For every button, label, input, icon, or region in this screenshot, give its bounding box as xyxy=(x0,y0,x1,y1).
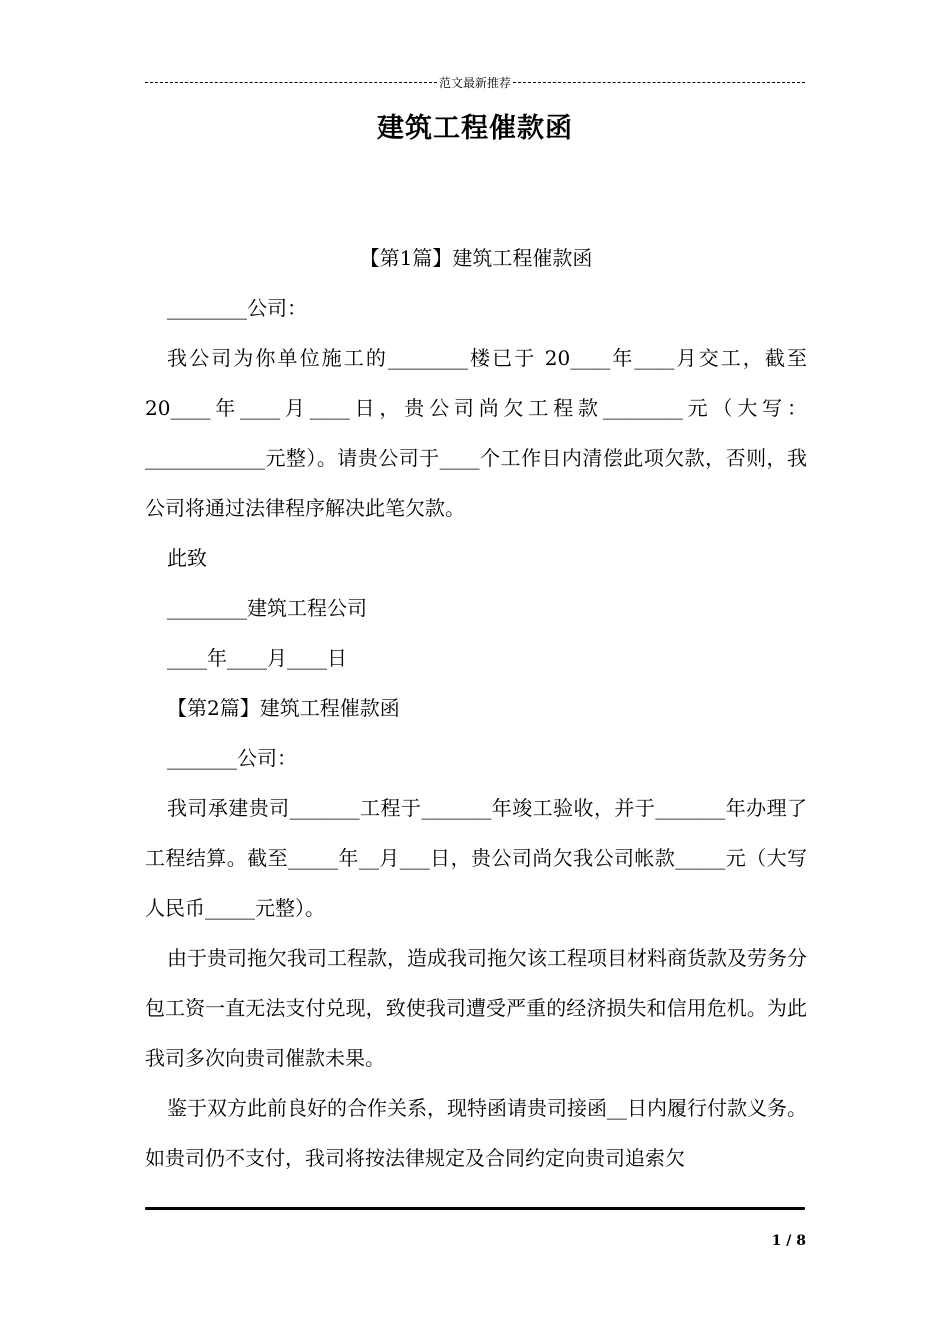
signature-1: ________建筑工程公司 xyxy=(167,596,367,620)
paragraph-3: 由于贵司拖欠我司工程款，造成我司拖欠该工程项目材料商货款及劳务分包工资一直无法支付兑现，致使我司遭受严重的经济损失和信用危机。为此我司多次向贵司催款未果。 xyxy=(145,946,807,1070)
footer-rule xyxy=(145,1207,805,1209)
paragraph-4: 鉴于双方此前良好的合作关系，现特函请贵司接函__日内履行付款义务。如贵司仍不支付，我司将按法律规定及合同约定向贵司追索欠 xyxy=(145,1096,807,1170)
section-heading-1: 【第1篇】建筑工程催款函 xyxy=(359,246,593,270)
header-dash-right xyxy=(513,82,805,83)
section-heading-2: 【第2篇】建筑工程催款函 xyxy=(167,696,400,720)
page-header xyxy=(145,72,805,92)
date-line-1: ____年____月____日 xyxy=(167,646,347,670)
document-body xyxy=(145,233,807,1183)
salutation-1: ________公司： xyxy=(167,296,307,320)
salutation-2: _______公司： xyxy=(167,746,297,770)
paragraph-2: 我司承建贵司_______工程于_______年竣工验收，并于_______年办理了工程结算。截至_____年__月___日，贵公司尚欠我公司帐款_____元（大写人民币_____元整）。 xyxy=(145,796,807,920)
closing-1: 此致 xyxy=(167,546,207,570)
document-title: 建筑工程催款函 xyxy=(377,113,573,144)
page-number: 1 / 8 xyxy=(771,1233,806,1249)
paragraph-1: 我公司为你单位施工的________楼已于 20____年____月交工，截至 20____年____月____日，贵公司尚欠工程款________元（大写：____________元整）。请贵公司于____个工作日内清偿此项欠款，否则，我公司将通过法律程序解决此笔欠款。 xyxy=(145,346,807,520)
header-dash-left xyxy=(145,82,437,83)
header-text: 范文最新推荐 xyxy=(439,75,512,90)
